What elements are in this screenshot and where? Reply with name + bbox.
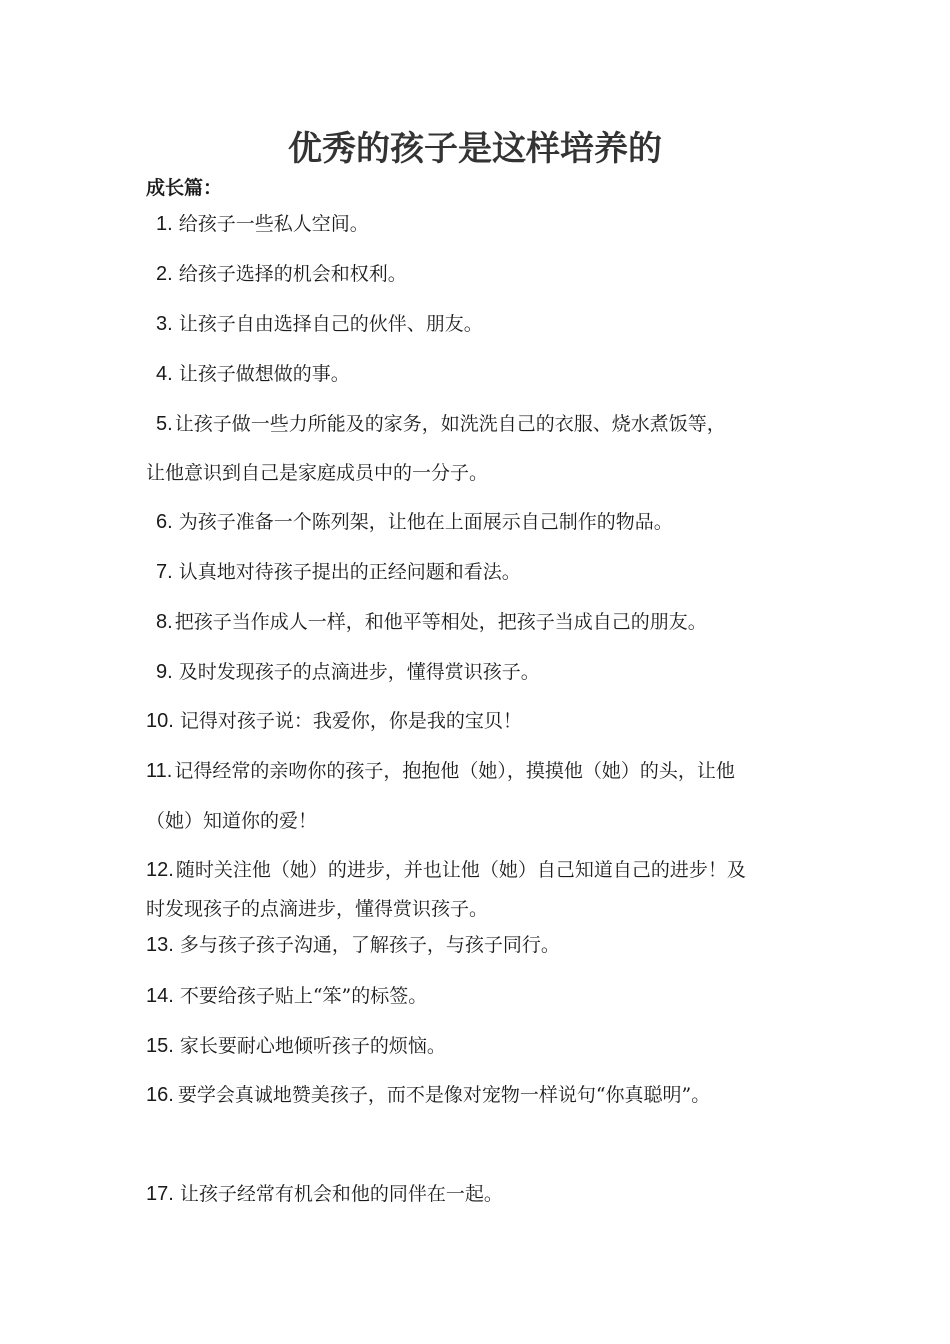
item-number: 15. [146,1035,174,1057]
item-number: 16. [146,1084,174,1106]
item-text: 为孩子准备一个陈列架，让他在上面展示自己制作的物品。 [178,511,673,533]
list-item [146,558,826,586]
item-text-continuation: 时发现孩子的点滴进步，懂得赏识孩子。 [146,898,489,920]
item-text: 记得经常的亲吻你的孩子，抱抱他（她），摸摸他（她）的头，让他 [174,760,735,782]
item-number: 13. [146,934,174,956]
item-number: 4. [156,363,173,385]
list-item [146,410,826,438]
item-number: 8. [156,611,173,633]
item-number: 6. [156,511,173,533]
list-item [146,1032,826,1060]
document-title: 优秀的孩子是这样培养的 [288,129,662,169]
item-text-continuation: 让他意识到自己是家庭成员中的一分子。 [146,462,489,484]
item-text: 不要给孩子贴上“笨”的标签。 [179,985,428,1007]
item-text: 多与孩子孩子沟通，了解孩子，与孩子同行。 [179,934,560,956]
item-number: 12. [146,859,174,881]
list-item [146,931,826,959]
list-item [146,260,826,288]
item-number: 17. [146,1183,174,1205]
item-number: 14. [146,985,174,1007]
item-text: 家长要耐心地倾听孩子的烦恼。 [179,1035,446,1057]
item-number: 5. [156,413,173,435]
item-text: 及时发现孩子的点滴进步，懂得赏识孩子。 [178,661,540,683]
list-item [146,508,826,536]
item-text: 记得对孩子说：我爱你，你是我的宝贝！ [179,710,522,732]
item-number: 1. [156,213,173,235]
list-item [146,608,826,636]
list-item [146,658,826,686]
item-number: 11. [146,760,173,782]
item-text: 让孩子做一些力所能及的家务，如洗洗自己的衣服、烧水煮饭等， [174,413,726,435]
item-number: 10. [146,710,174,732]
item-text: 要学会真诚地赞美孩子，而不是像对宠物一样说句“你真聪明”。 [177,1084,711,1106]
item-text: 随时关注他（她）的进步，并也让他（她）自己知道自己的进步！及 [175,859,746,881]
item-text: 让孩子自由选择自己的伙伴、朋友。 [178,313,483,335]
section-heading: 成长篇： [146,177,223,199]
list-item [146,1081,826,1109]
item-text-continuation: （她）知道你的爱！ [146,810,318,832]
list-item [146,360,826,388]
list-item [146,856,826,884]
list-item [146,707,826,735]
list-item [146,757,826,785]
item-text: 让孩子经常有机会和他的同伴在一起。 [179,1183,503,1205]
item-text: 把孩子当作成人一样，和他平等相处，把孩子当成自己的朋友。 [174,611,707,633]
list-item [146,210,826,238]
item-text: 认真地对待孩子提出的正经问题和看法。 [178,561,521,583]
item-number: 3. [156,313,173,335]
item-number: 9. [156,661,173,683]
item-text: 给孩子选择的机会和权利。 [178,263,407,285]
item-text: 给孩子一些私人空间。 [178,213,369,235]
list-item [146,310,826,338]
item-number: 7. [156,561,173,583]
item-text: 让孩子做想做的事。 [178,363,350,385]
item-number: 2. [156,263,173,285]
list-item [146,982,826,1010]
list-item [146,1180,826,1208]
